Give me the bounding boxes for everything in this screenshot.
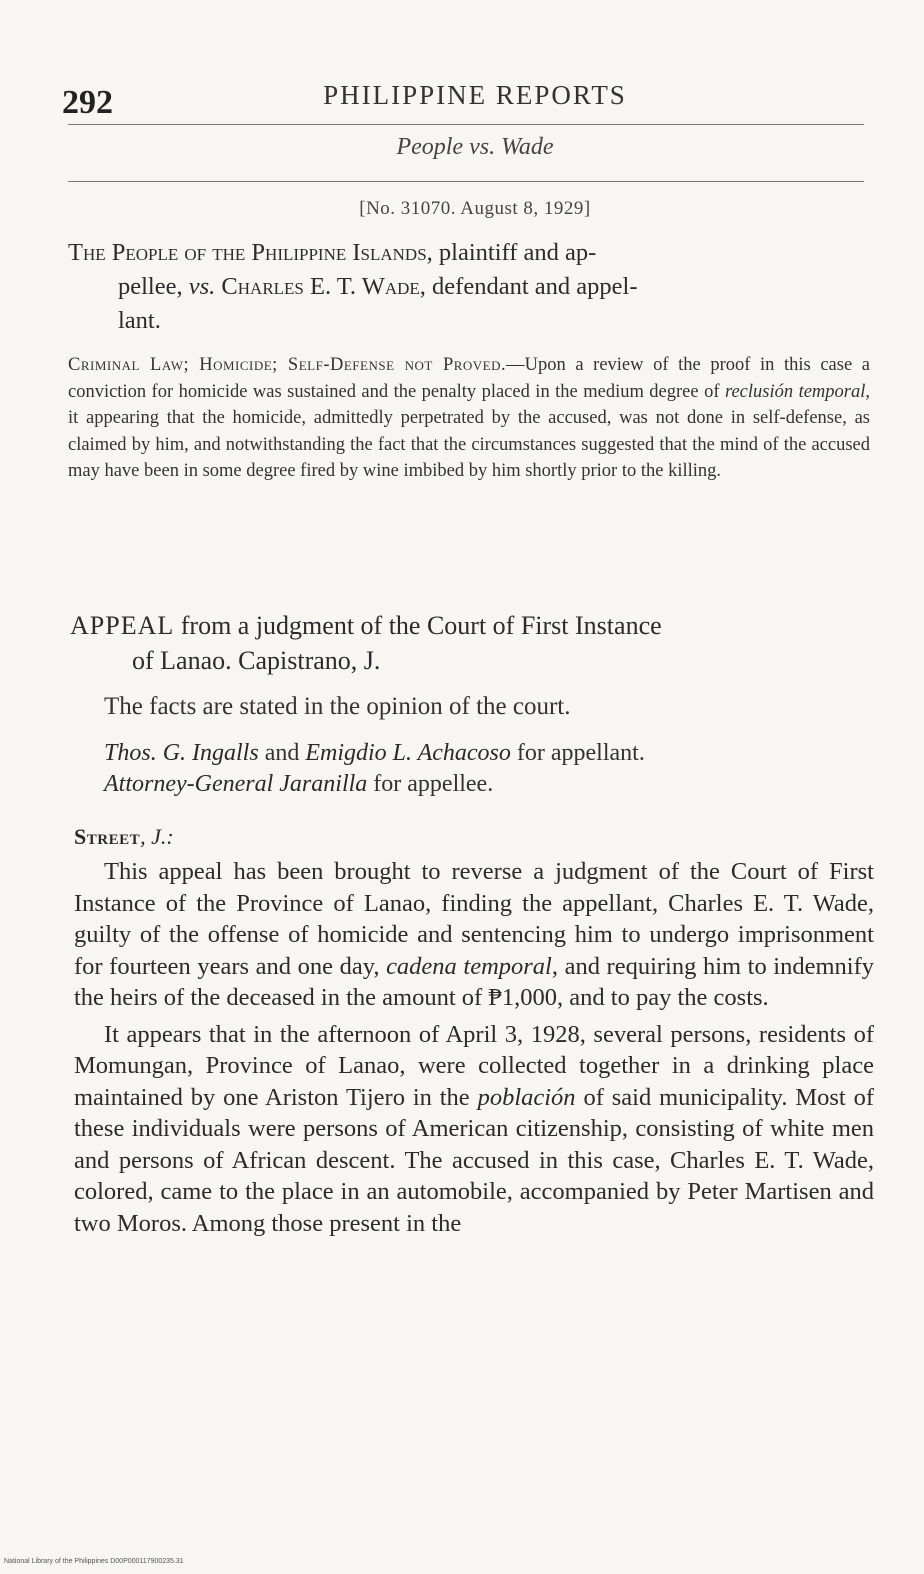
header-rule-top [68, 124, 864, 125]
p2-text: It appears that in the afternoon of April 3, 1928, several persons, residents of Momungan, Province of Lanao, were collected together in a drinking place maintained by one Ariston Tijero in the [74, 1020, 874, 1111]
counsel-appellant-2: Emigdio L. Achacoso [305, 740, 511, 766]
syllabus-text-cont: , it appearing that the homicide, admittedly perpetrated by the accused, was not done in self-defense, as claimed by him, and notwithstanding the fact that the circumstances suggested that the mind of the accused may have been in some degree fired by wine imbibed by him shortly prior to the killing. [68, 381, 870, 481]
appeal-line-1: from a judgment of the Court of First Instance [174, 611, 662, 640]
counsel-appellant-role: for appellant. [510, 740, 645, 766]
syllabus-text: —Upon a review of the proof in this case a conviction for homicide was sustained and the penalty placed in the medium degree of [68, 355, 870, 402]
opinion-author [74, 824, 174, 850]
p1-text: This appeal has been brought to reverse a judgment of the Court of First Instance of the Province of Lanao, finding the appellant, Charles E. T. Wade, guilty of the offense of homicide and sentencing him to undergo imprisonment for fourteen years and one day, [74, 858, 874, 980]
appeal-word: APPEAL [70, 611, 175, 640]
running-head: PHILIPPINE REPORTS [323, 80, 627, 110]
versus-marker: vs. [188, 273, 216, 300]
author-suffix: , J.: [140, 824, 174, 849]
plaintiff-name: The People of the Philippine Islands [68, 239, 427, 266]
p1-text-cont: , and requiring him to indemnify the heirs of the deceased in the amount of ₱1,000, and to pay the costs. [74, 952, 874, 1011]
plaintiff-role-cont: pellee, [118, 273, 189, 300]
counsel-appellant-1: Thos. G. Ingalls [104, 740, 259, 766]
author-name: Street [74, 824, 141, 849]
case-parties [68, 236, 868, 338]
counsel-appellee-role: for appellee. [367, 771, 494, 797]
opinion-paragraph-2 [74, 1019, 874, 1240]
defendant-role: , defendant and appel- [419, 273, 638, 300]
counsel-block [104, 738, 874, 800]
syllabus-italic-term: reclusión temporal [724, 381, 866, 402]
case-short-title: People vs. Wade [396, 134, 554, 160]
defendant-role-cont: lant. [118, 307, 161, 334]
facts-statement: The facts are stated in the opinion of the court. [104, 693, 571, 720]
opinion-paragraph-1 [74, 856, 874, 1014]
plaintiff-role: , plaintiff and ap- [426, 239, 597, 266]
p1-italic: cadena temporal [386, 952, 552, 980]
counsel-appellee: Attorney-General Jaranilla [104, 771, 368, 797]
p2-text-cont: of said municipality. Most of these individuals were persons of American citizenship, consisting of white men and persons of African descent. The accused in this case, Charles E. T. Wade, colored, came to the place in an automobile, accompanied by Peter Martisen and two Moros. Among those present in the [74, 1083, 874, 1237]
syllabus [68, 352, 870, 485]
opinion-body [74, 856, 874, 1244]
appeal-line-2: of Lanao. Capistrano, J. [132, 646, 381, 675]
appeal-statement [70, 608, 870, 678]
header-rule-bottom [68, 181, 864, 182]
counsel-and: and [258, 740, 306, 766]
library-stamp: National Library of the Philippines D00P000117900235.31 [4, 1558, 184, 1565]
defendant-name: Charles E. T. Wade [221, 273, 420, 300]
p2-italic: población [477, 1083, 576, 1111]
syllabus-headnote: Criminal Law; Homicide; Self-Defense not Proved. [68, 355, 507, 375]
docket-line: [No. 31070. August 8, 1929] [359, 198, 591, 219]
page-number: 292 [62, 84, 113, 121]
